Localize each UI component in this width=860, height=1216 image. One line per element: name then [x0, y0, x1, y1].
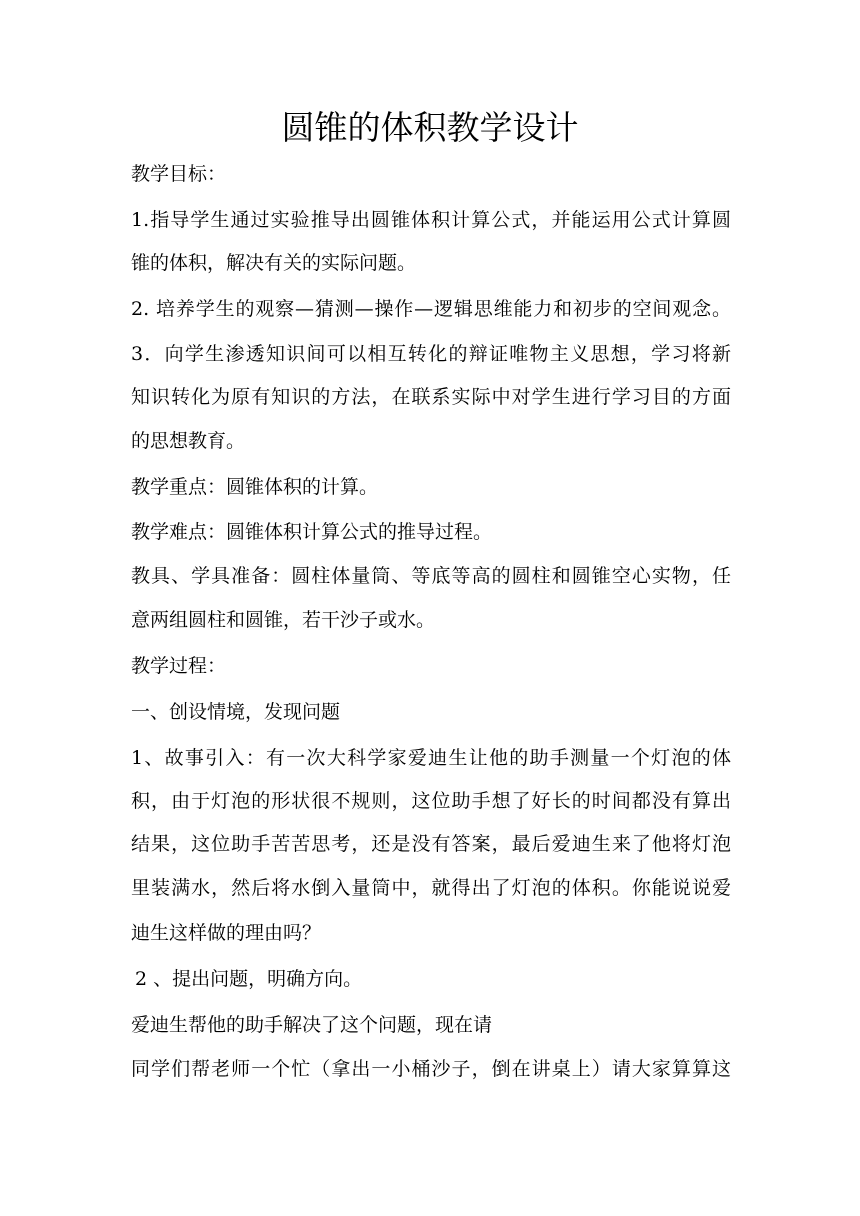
paragraph-line: 教学过程：	[131, 655, 227, 677]
paragraph-line: 意两组圆柱和圆锥，若干沙子或水。	[131, 609, 436, 631]
paragraph-line: 同学们帮老师一个忙（拿出一小桶沙子，倒在讲桌上）请大家算算这	[131, 1058, 731, 1080]
document-title: 圆锥的体积教学设计	[281, 108, 579, 147]
paragraph-line: 知识转化为原有知识的方法，在联系实际中对学生进行学习目的方面	[131, 386, 731, 408]
paragraph-line: 1、故事引入：有一次大科学家爱迪生让他的助手测量一个灯泡的体	[131, 747, 731, 769]
paragraph-line: 2 、提出问题，明确方向。	[135, 968, 363, 990]
paragraph-line: 教具、学具准备：圆柱体量筒、等底等高的圆柱和圆锥空心实物，任	[131, 565, 731, 587]
paragraph-line: 2. 培养学生的观察—猜测—操作—逻辑思维能力和初步的空间观念。	[131, 298, 731, 320]
paragraph-line: 3．向学生渗透知识间可以相互转化的辩证唯物主义思想，学习将新	[131, 343, 731, 365]
paragraph-line: 积，由于灯泡的形状很不规则，这位助手想了好长的时间都没有算出	[131, 790, 731, 812]
paragraph-line: 的思想教育。	[131, 430, 246, 452]
paragraph-line: 一、创设情境，发现问题	[131, 701, 341, 723]
paragraph-line: 迪生这样做的理由吗？	[131, 922, 322, 944]
paragraph-line: 教学难点：圆锥体积计算公式的推导过程。	[131, 521, 493, 543]
paragraph-line: 教学重点：圆锥体积的计算。	[131, 476, 379, 498]
paragraph-line: 结果，这位助手苦苦思考，还是没有答案，最后爱迪生来了他将灯泡	[131, 833, 731, 855]
paragraph-line: 锥的体积，解决有关的实际问题。	[131, 252, 417, 274]
paragraph-line: 1.指导学生通过实验推导出圆锥体积计算公式，并能运用公式计算圆	[131, 209, 731, 231]
paragraph-line: 爱迪生帮他的助手解决了这个问题，现在请	[131, 1014, 493, 1036]
paragraph-line: 里装满水，然后将水倒入量筒中，就得出了灯泡的体积。你能说说爱	[131, 877, 731, 899]
paragraph-line: 教学目标：	[131, 163, 227, 185]
